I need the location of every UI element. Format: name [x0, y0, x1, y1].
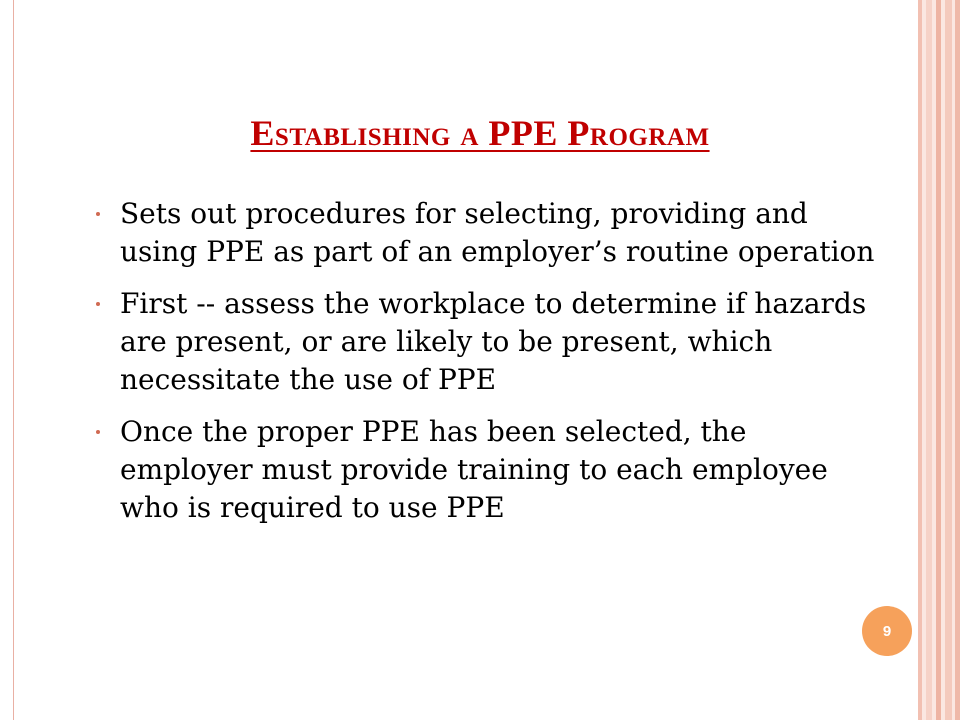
bullet-item [96, 413, 886, 527]
bullet-dot-icon [96, 302, 100, 306]
bullet-text: Once the proper PPE has been selected, the employer must provide training to each employee who is required to use PPE [120, 415, 828, 524]
decorative-stripe [926, 0, 932, 720]
decorative-stripe [955, 0, 960, 720]
bullet-dot-icon [96, 212, 100, 216]
bullet-list [96, 195, 886, 541]
left-frame-line [13, 0, 14, 720]
bullet-text: First -- assess the workplace to determine if hazards are present, or are likely to be present, which necessitate the use of PPE [120, 287, 867, 396]
bullet-dot-icon [96, 430, 100, 434]
page-number-badge: 9 [862, 606, 912, 656]
decorative-stripe [936, 0, 941, 720]
decorative-stripe [918, 0, 922, 720]
slide-title: Establishing a PPE Program [250, 113, 710, 153]
bullet-item [96, 195, 886, 271]
decorative-stripe [945, 0, 952, 720]
bullet-item [96, 285, 886, 399]
bullet-text: Sets out procedures for selecting, providing and using PPE as part of an employer’s routine operation [120, 197, 875, 268]
